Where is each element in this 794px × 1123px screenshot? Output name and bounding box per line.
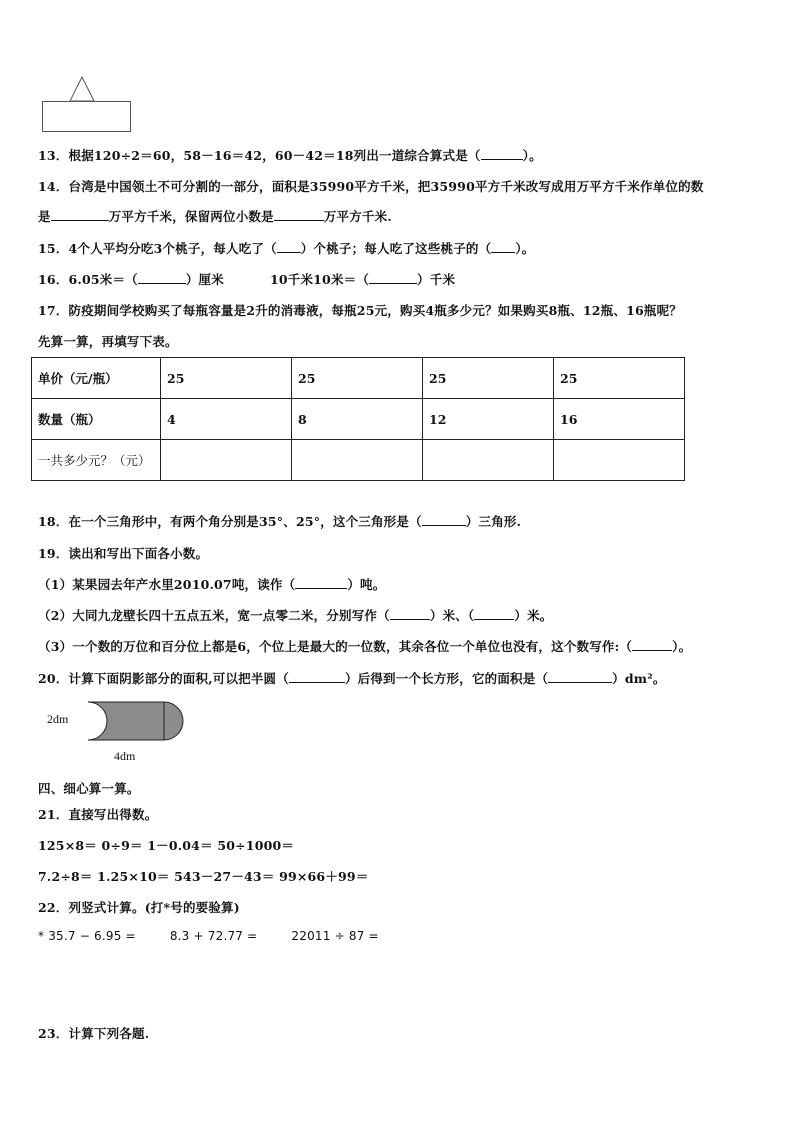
question-14-line2 (38, 207, 392, 225)
question-19-2 (38, 606, 552, 624)
table-row (32, 399, 685, 440)
question-22-title: 22．列竖式计算。(打*号的要验算) (38, 900, 240, 915)
q15-blank-2[interactable] (491, 240, 515, 253)
table-row (32, 358, 685, 399)
q19-2-text-a: （2）大同九龙壁长四十五点五米，宽一点零二米，分别写作（ (38, 608, 390, 623)
table-row-label: 单价（元/瓶） (32, 358, 161, 399)
q19-2-text-b: ）米、（ (429, 608, 475, 623)
q19-2-blank-2[interactable] (474, 607, 514, 620)
answer-cell[interactable] (423, 440, 554, 481)
question-19-3 (38, 637, 691, 655)
q16-blank-1[interactable] (138, 271, 186, 284)
question-15 (38, 239, 534, 257)
price-table (31, 357, 685, 481)
question-13 (38, 146, 542, 164)
table-cell: 16 (554, 399, 685, 440)
q14-text-a: 是 (38, 209, 51, 224)
q20-text-b: ）后得到一个长方形，它的面积是（ (344, 671, 549, 686)
question-14-line1: 14．台湾是中国领土不可分割的一部分，面积是35990平方千米，把35990平方千米改写成用万平方千米作单位的数 (38, 179, 704, 194)
q16-text-b: ）厘米 (185, 272, 224, 287)
q15-text-c: ）。 (515, 241, 535, 256)
table-cell: 25 (292, 358, 423, 399)
q16-text-c: 10千米10米＝（ (269, 272, 370, 287)
q19-2-text-c: ）米。 (514, 608, 553, 623)
q19-3-text-a: （3）一个数的万位和百分位上都是6，个位上是最大的一位数，其余各位一个单位也没有，这个数写作:（ (38, 639, 633, 654)
triangle-shape (70, 77, 94, 101)
q22-item: * 35.7 − 6.95 = (38, 929, 136, 943)
answer-cell[interactable] (161, 440, 292, 481)
house-shape-figure (40, 74, 135, 136)
figure-height-label: 2dm (47, 712, 69, 726)
question-19-title: 19．读出和写出下面各小数。 (38, 546, 209, 561)
answer-cell[interactable] (292, 440, 423, 481)
q13-blank[interactable] (481, 147, 523, 160)
q16-text-a: 16．6.05米＝（ (38, 272, 138, 287)
question-23: 23．计算下列各题. (38, 1026, 150, 1041)
q19-2-blank-1[interactable] (390, 607, 430, 620)
table-row-label: 一共多少元？（元） (32, 440, 161, 481)
q20-blank-1[interactable] (289, 670, 345, 683)
question-21-title: 21．直接写出得数。 (38, 807, 158, 822)
q20-text-a: 20．计算下面阴影部分的面积,可以把半圆（ (38, 671, 289, 686)
table-cell: 12 (423, 399, 554, 440)
question-21-row1: 125×8＝ 0÷9＝ 1－0.04＝ 50÷1000＝ (38, 838, 295, 853)
q22-item: 22011 ÷ 87 = (291, 929, 379, 943)
question-21-row2: 7.2÷8＝ 1.25×10＝ 543－27－43＝ 99×66＋99＝ (38, 869, 369, 884)
q15-text-a: 15．4个人平均分吃3个桃子，每人吃了（ (38, 241, 277, 256)
q19-1-text-a: （1）某果园去年产水里2010.07吨，读作（ (38, 577, 296, 592)
q15-blank-1[interactable] (277, 240, 301, 253)
table-row-label: 数量（瓶） (32, 399, 161, 440)
table-cell: 25 (423, 358, 554, 399)
q18-text-b: ）三角形. (465, 514, 522, 529)
table-cell: 25 (161, 358, 292, 399)
table-cell: 8 (292, 399, 423, 440)
q13-text-end: ）。 (522, 148, 542, 163)
question-17-line2: 先算一算，再填写下表。 (38, 334, 178, 349)
q16-text-d: ）千米 (417, 272, 456, 287)
section-heading: 四、细心算一算。 (38, 781, 140, 796)
rectangle-shape (43, 102, 131, 132)
q19-3-text-b: ）。 (672, 639, 692, 654)
q22-item: 8.3 + 72.77 = (169, 929, 258, 943)
question-16 (38, 270, 455, 288)
q14-text-b: 万平方千米，保留两位小数是 (108, 209, 274, 224)
q20-blank-2[interactable] (548, 670, 612, 683)
shaded-area (88, 702, 183, 740)
shaded-region-figure (86, 700, 186, 742)
question-20 (38, 669, 666, 687)
q15-text-b: ）个桃子；每人吃了这些桃子的（ (300, 241, 492, 256)
q18-text-a: 18．在一个三角形中，有两个角分别是35°、25°，这个三角形是（ (38, 514, 422, 529)
question-17-line1: 17．防疫期间学校购买了每瓶容量是2升的消毒液，每瓶25元，购买4瓶多少元？如果购买8瓶、12瓶、16瓶呢？ (38, 303, 682, 318)
question-18 (38, 512, 521, 530)
question-22-items (38, 929, 379, 943)
q14-blank-2[interactable] (274, 208, 324, 221)
table-cell: 4 (161, 399, 292, 440)
answer-cell[interactable] (554, 440, 685, 481)
question-19-1 (38, 575, 385, 593)
q13-text: 13．根据120÷2＝60，58－16＝42，60－42＝18列出一道综合算式是（ (38, 148, 481, 163)
q14-text-c: 万平方千米. (323, 209, 392, 224)
q16-blank-2[interactable] (369, 271, 417, 284)
q19-3-blank[interactable] (632, 638, 672, 651)
q18-blank[interactable] (422, 513, 466, 526)
q14-blank-1[interactable] (51, 208, 109, 221)
q19-1-text-b: ）吨。 (347, 577, 386, 592)
q19-1-blank[interactable] (295, 576, 347, 589)
table-cell: 25 (554, 358, 685, 399)
figure-width-label: 4dm (114, 749, 136, 763)
q20-text-c: ）dm²。 (612, 671, 666, 686)
table-row (32, 440, 685, 481)
